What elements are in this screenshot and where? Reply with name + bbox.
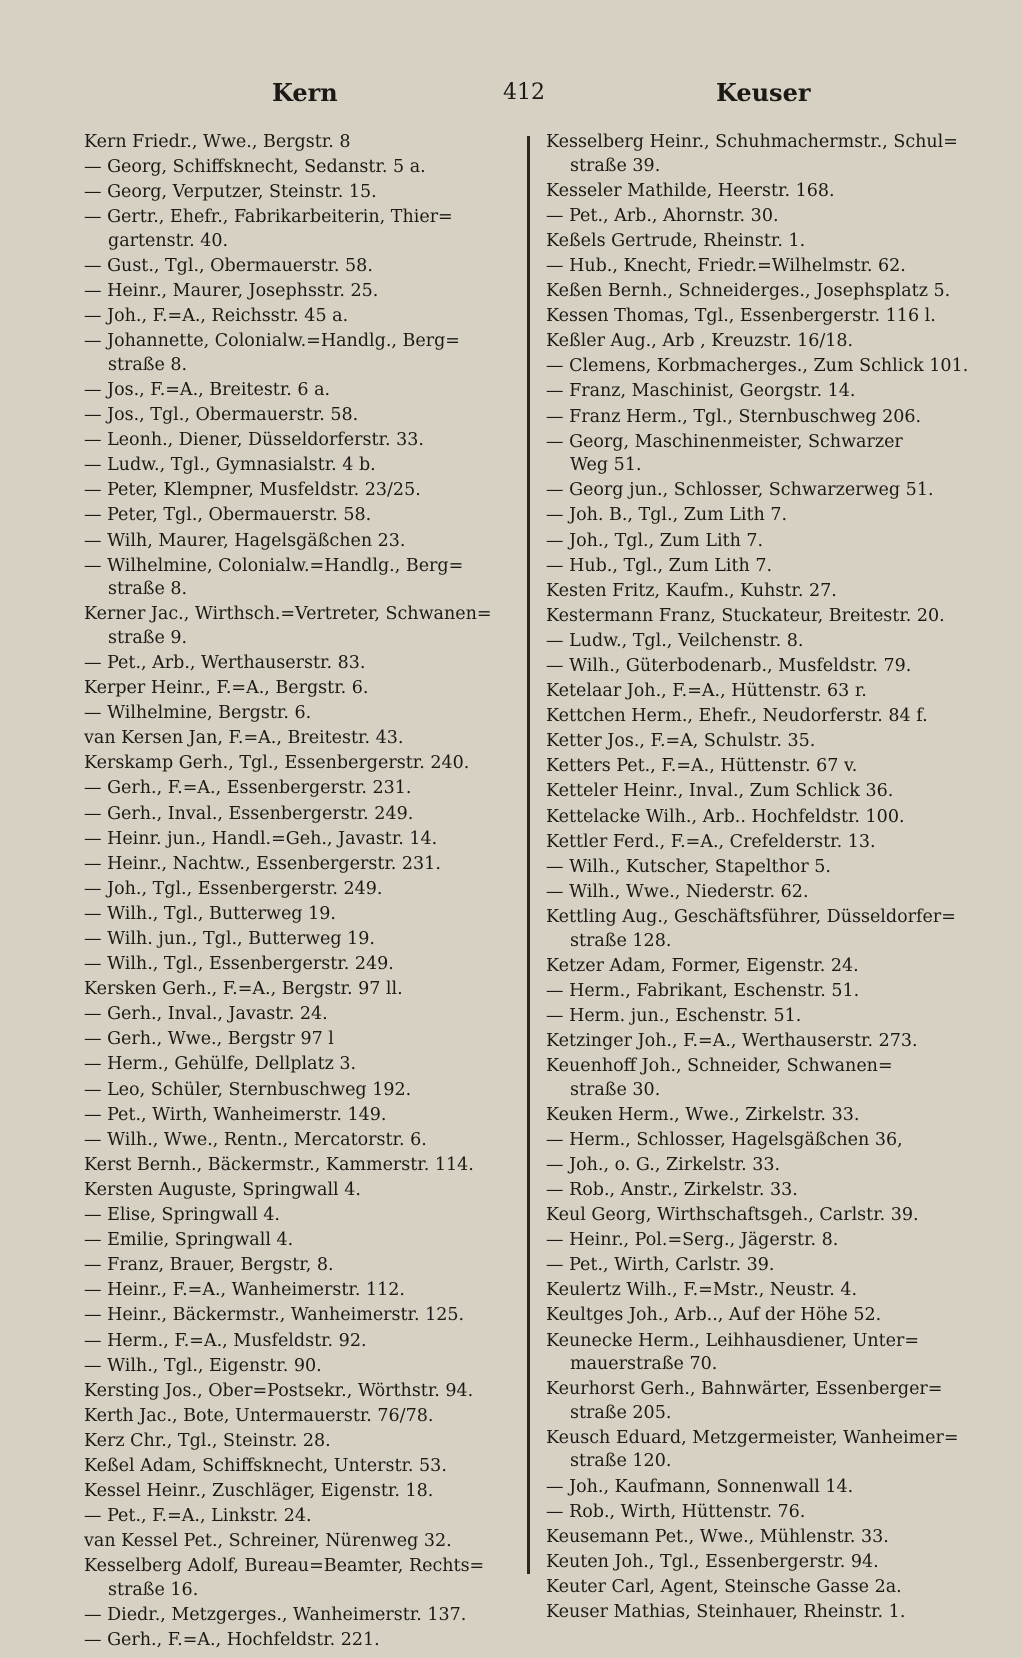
directory-entry: [84, 978, 514, 1002]
directory-entry: [546, 205, 978, 229]
left-column: [84, 131, 514, 1654]
entry-line: Kersten Auguste, Springwall 4.: [84, 1179, 361, 1200]
entry-line: Kerner Jac., Wirthsch.=Vertreter, Schwanen=: [84, 604, 492, 625]
directory-entry: [546, 1104, 978, 1128]
directory-entry: [84, 1304, 514, 1328]
header-last-name: Keuser: [716, 78, 811, 107]
directory-entry: [84, 1629, 514, 1653]
entry-line: — Georg jun., Schlosser, Schwarzerweg 51.: [546, 480, 934, 501]
directory-entry: [546, 1330, 978, 1377]
entry-line: — Wilhelmine, Colonialw.=Handlg., Berg=: [84, 555, 464, 576]
entry-line: — Hub., Knecht, Friedr.=Wilhelmstr. 62.: [546, 255, 906, 276]
directory-entry: [84, 504, 514, 528]
entry-continuation: straße 205.: [570, 1402, 672, 1423]
directory-entry: [84, 1555, 514, 1602]
directory-entry: [546, 605, 978, 629]
entry-line: Kesten Fritz, Kaufm., Kuhstr. 27.: [546, 580, 837, 601]
entry-line: — Clemens, Korbmacherges., Zum Schlick 101.: [546, 356, 969, 377]
entry-line: — Pet., Arb., Werthauserstr. 83.: [84, 652, 366, 673]
entry-line: — Heinr., F.=A., Wanheimerstr. 112.: [84, 1280, 405, 1301]
entry-line: — Peter, Klempner, Musfeldstr. 23/25.: [84, 480, 421, 501]
entry-continuation: straße 8.: [108, 354, 188, 375]
directory-entry: [546, 230, 978, 254]
directory-entry: [84, 454, 514, 478]
entry-line: — Wilh., Wwe., Rentn., Mercatorstr. 6.: [84, 1129, 427, 1150]
entry-line: — Wilh., Wwe., Niederstr. 62.: [546, 881, 809, 902]
entry-line: Keulertz Wilh., F.=Mstr., Neustr. 4.: [546, 1280, 858, 1301]
entry-line: Keultges Joh., Arb.., Auf der Höhe 52.: [546, 1305, 882, 1326]
entry-line: Keuter Carl, Agent, Steinsche Gasse 2a.: [546, 1576, 902, 1597]
directory-entry: [84, 1254, 514, 1278]
directory-entry: [546, 1576, 978, 1600]
entry-line: — Wilh., Tgl., Eigenstr. 90.: [84, 1355, 322, 1376]
entry-line: — Franz, Maschinist, Georgstr. 14.: [546, 381, 856, 402]
entry-line: Keurhorst Gerh., Bahnwärter, Essenberger=: [546, 1379, 943, 1400]
entry-line: — Heinr., Pol.=Serg., Jägerstr. 8.: [546, 1230, 839, 1251]
directory-entry: [84, 1104, 514, 1128]
entry-continuation: straße 8.: [108, 579, 188, 600]
directory-entry: [84, 677, 514, 701]
entry-line: — Heinr., Bäckermstr., Wanheimerstr. 125.: [84, 1305, 465, 1326]
entry-line: Kesselberg Adolf, Bureau=Beamter, Rechts=: [84, 1556, 485, 1577]
entry-line: Kerth Jac., Bote, Untermauerstr. 76/78.: [84, 1405, 434, 1426]
entry-continuation: straße 120.: [570, 1451, 672, 1472]
entry-line: — Ludw., Tgl., Gymnasialstr. 4 b.: [84, 455, 376, 476]
entry-line: — Herm., F.=A., Musfeldstr. 92.: [84, 1330, 367, 1351]
directory-entry: [546, 780, 978, 804]
directory-entry: [546, 1055, 978, 1102]
entry-line: — Gerh., F.=A., Essenbergerstr. 231.: [84, 778, 412, 799]
directory-entry: [546, 355, 978, 379]
entry-line: — Gerh., F.=A., Hochfeldstr. 221.: [84, 1630, 380, 1651]
directory-entry: [546, 555, 978, 579]
entry-line: Kersken Gerh., F.=A., Bergstr. 97 ll.: [84, 979, 403, 1000]
entry-line: — Joh., Tgl., Essenbergerstr. 249.: [84, 878, 383, 899]
directory-entry: [546, 431, 978, 478]
directory-entry: [84, 1330, 514, 1354]
entry-continuation: Weg 51.: [570, 455, 642, 476]
directory-entry: [84, 853, 514, 877]
directory-entry: [84, 953, 514, 977]
directory-entry: [84, 652, 514, 676]
directory-entry: [84, 1455, 514, 1479]
page-number: 412: [503, 80, 545, 105]
directory-entry: [546, 1154, 978, 1178]
directory-entry: [84, 206, 514, 253]
directory-entry: [84, 555, 514, 602]
entry-line: — Wilhelmine, Bergstr. 6.: [84, 703, 312, 724]
entry-line: Keßen Bernh., Schneiderges., Josephsplatz 5.: [546, 281, 951, 302]
directory-entry: [546, 705, 978, 729]
entry-line: — Pet., Arb., Ahornstr. 30.: [546, 205, 779, 226]
entry-line: — Pet., F.=A., Linkstr. 24.: [84, 1506, 312, 1527]
directory-entry: [84, 131, 514, 155]
entry-line: Ketter Jos., F.=A, Schulstr. 35.: [546, 731, 816, 752]
directory-entry: [546, 980, 978, 1004]
directory-entry: [546, 305, 978, 329]
entry-continuation: straße 30.: [570, 1079, 661, 1100]
entry-line: Kerper Heinr., F.=A., Bergstr. 6.: [84, 678, 369, 699]
directory-entry: [546, 1378, 978, 1425]
entry-line: — Franz Herm., Tgl., Sternbuschweg 206.: [546, 406, 922, 427]
entry-line: Kersting Jos., Ober=Postsekr., Wörthstr. 94.: [84, 1380, 474, 1401]
directory-entry: [84, 404, 514, 428]
entry-line: — Hub., Tgl., Zum Lith 7.: [546, 555, 773, 576]
directory-entry: [546, 1427, 978, 1474]
header-first-name: Kern: [272, 78, 338, 107]
entry-line: Ketelaar Joh., F.=A., Hüttenstr. 63 r.: [546, 681, 867, 702]
directory-entry: [84, 1028, 514, 1052]
entry-line: — Leonh., Diener, Düsseldorferstr. 33.: [84, 430, 424, 451]
entry-line: — Heinr. jun., Handl.=Geh., Javastr. 14.: [84, 828, 438, 849]
entry-line: — Diedr., Metzgerges., Wanheimerstr. 137.: [84, 1605, 467, 1626]
entry-line: — Wilh, Maurer, Hagelsgäßchen 23.: [84, 530, 406, 551]
directory-entry: [546, 1601, 978, 1625]
directory-entry: [84, 1405, 514, 1429]
entry-line: — Emilie, Springwall 4.: [84, 1230, 294, 1251]
directory-entry: [84, 777, 514, 801]
entry-line: van Kersen Jan, F.=A., Breitestr. 43.: [84, 728, 404, 749]
entry-line: — Joh., Tgl., Zum Lith 7.: [546, 530, 764, 551]
entry-line: — Jos., Tgl., Obermauerstr. 58.: [84, 405, 359, 426]
entry-line: Keßler Aug., Arb , Kreuzstr. 16/18.: [546, 331, 854, 352]
directory-entry: [546, 479, 978, 503]
directory-entry: [546, 1476, 978, 1500]
entry-continuation: straße 16.: [108, 1579, 199, 1600]
directory-entry: [84, 828, 514, 852]
directory-entry: [84, 379, 514, 403]
directory-entry: [546, 280, 978, 304]
directory-entry: [84, 479, 514, 503]
column-divider: [527, 136, 530, 1574]
directory-entry: [84, 1179, 514, 1203]
directory-entry: [546, 881, 978, 905]
right-column: [546, 131, 978, 1626]
directory-entry: [84, 181, 514, 205]
entry-line: Keusemann Pet., Wwe., Mühlenstr. 33.: [546, 1526, 889, 1547]
entry-line: — Ludw., Tgl., Veilchenstr. 8.: [546, 630, 804, 651]
entry-line: Kern Friedr., Wwe., Bergstr. 8: [84, 132, 351, 152]
directory-entry: [546, 856, 978, 880]
entry-line: Keul Georg, Wirthschaftsgeh., Carlstr. 39.: [546, 1205, 919, 1226]
entry-line: — Joh., F.=A., Reichsstr. 45 a.: [84, 306, 349, 327]
entry-line: — Joh., Kaufmann, Sonnenwall 14.: [546, 1476, 854, 1497]
entry-line: — Georg, Maschinenmeister, Schwarzer: [546, 431, 903, 452]
entry-line: Keßels Gertrude, Rheinstr. 1.: [546, 230, 806, 251]
directory-entry: [546, 730, 978, 754]
directory-entry: [84, 280, 514, 304]
entry-line: — Wilh., Tgl., Essenbergerstr. 249.: [84, 954, 394, 975]
entry-line: — Wilh., Tgl., Butterweg 19.: [84, 903, 336, 924]
entry-line: Kerskamp Gerh., Tgl., Essenbergerstr. 240.: [84, 753, 470, 774]
directory-entry: [546, 530, 978, 554]
entry-line: Keuken Herm., Wwe., Zirkelstr. 33.: [546, 1104, 860, 1125]
directory-entry: [546, 1526, 978, 1550]
entry-continuation: gartenstr. 40.: [108, 230, 229, 251]
entry-continuation: straße 9.: [108, 627, 188, 648]
directory-entry: [84, 752, 514, 776]
directory-entry: [546, 755, 978, 779]
entry-line: Kerz Chr., Tgl., Steinstr. 28.: [84, 1430, 331, 1451]
entry-line: Kettler Ferd., F.=A., Crefelderstr. 13.: [546, 831, 876, 852]
directory-entry: [546, 906, 978, 953]
entry-line: Keßel Adam, Schiffsknecht, Unterstr. 53.: [84, 1455, 447, 1476]
entry-line: van Kessel Pet., Schreiner, Nürenweg 32.: [84, 1531, 452, 1552]
directory-entry: [546, 806, 978, 830]
directory-entry: [546, 1551, 978, 1575]
directory-entry: [546, 1204, 978, 1228]
directory-entry: [546, 580, 978, 604]
entry-line: — Wilh., Kutscher, Stapelthor 5.: [546, 856, 831, 877]
directory-entry: [84, 702, 514, 726]
directory-entry: [84, 1530, 514, 1554]
entry-line: — Georg, Verputzer, Steinstr. 15.: [84, 182, 377, 203]
directory-entry: [84, 156, 514, 180]
entry-line: — Gerh., Inval., Javastr. 24.: [84, 1004, 328, 1025]
directory-entry: [84, 330, 514, 377]
directory-entry: [546, 1279, 978, 1303]
entry-line: Kettchen Herm., Ehefr., Neudorferstr. 84 f.: [546, 706, 928, 727]
entry-line: — Leo, Schüler, Sternbuschweg 192.: [84, 1079, 412, 1100]
entry-line: — Joh. B., Tgl., Zum Lith 7.: [546, 505, 788, 526]
entry-line: — Gust., Tgl., Obermauerstr. 58.: [84, 255, 373, 276]
entry-continuation: straße 39.: [570, 155, 661, 176]
directory-entry: [546, 131, 978, 178]
directory-entry: [84, 1003, 514, 1027]
directory-entry: [84, 727, 514, 751]
entry-line: — Gerh., Wwe., Bergstr 97 l: [84, 1029, 334, 1050]
directory-entry: [84, 803, 514, 827]
entry-line: Ketzer Adam, Former, Eigenstr. 24.: [546, 955, 859, 976]
directory-entry: [546, 330, 978, 354]
directory-entry: [84, 1604, 514, 1628]
directory-entry: [84, 1229, 514, 1253]
entry-line: Keuenhoff Joh., Schneider, Schwanen=: [546, 1055, 893, 1076]
directory-entry: [84, 1079, 514, 1103]
entry-line: Kettelacke Wilh., Arb.. Hochfeldstr. 100.: [546, 806, 905, 827]
entry-line: — Wilh., Güterbodenarb., Musfeldstr. 79.: [546, 655, 912, 676]
directory-entry: [84, 878, 514, 902]
directory-entry: [84, 1204, 514, 1228]
directory-entry: [546, 655, 978, 679]
directory-entry: [546, 1030, 978, 1054]
entry-line: Kessel Heinr., Zuschläger, Eigenstr. 18.: [84, 1481, 434, 1502]
directory-entry: [84, 1129, 514, 1153]
entry-line: — Heinr., Nachtw., Essenbergerstr. 231.: [84, 853, 441, 874]
directory-entry: [546, 1501, 978, 1525]
entry-line: Kerst Bernh., Bäckermstr., Kammerstr. 114.: [84, 1154, 474, 1175]
directory-entry: [84, 928, 514, 952]
entry-line: — Georg, Schiffsknecht, Sedanstr. 5 a.: [84, 157, 426, 178]
directory-entry: [546, 406, 978, 430]
directory-entry: [84, 1355, 514, 1379]
entry-line: Ketteler Heinr., Inval., Zum Schlick 36.: [546, 781, 894, 802]
entry-line: Keunecke Herm., Leihhausdiener, Unter=: [546, 1330, 920, 1351]
entry-line: Kettling Aug., Geschäftsführer, Düsseldorfer=: [546, 906, 956, 927]
entry-line: — Herm., Fabrikant, Eschenstr. 51.: [546, 980, 860, 1001]
entry-line: — Herm. jun., Eschenstr. 51.: [546, 1005, 802, 1026]
entry-line: Ketters Pet., F.=A., Hüttenstr. 67 v.: [546, 756, 858, 777]
directory-entry: [84, 1380, 514, 1404]
entry-continuation: straße 128.: [570, 930, 672, 951]
directory-entry: [84, 1480, 514, 1504]
entry-line: — Rob., Anstr., Zirkelstr. 33.: [546, 1179, 798, 1200]
directory-entry: [546, 955, 978, 979]
directory-entry: [546, 1304, 978, 1328]
directory-entry: [546, 1179, 978, 1203]
directory-entry: [84, 603, 514, 650]
entry-line: — Franz, Brauer, Bergstr, 8.: [84, 1255, 334, 1276]
entry-line: Keuten Joh., Tgl., Essenbergerstr. 94.: [546, 1551, 879, 1572]
page-header: [0, 78, 1022, 114]
directory-entry: [84, 255, 514, 279]
entry-line: — Jos., F.=A., Breitestr. 6 a.: [84, 379, 331, 400]
directory-entry: [546, 1129, 978, 1153]
directory-entry: [546, 680, 978, 704]
directory-entry: [546, 1229, 978, 1253]
entry-line: Keuser Mathias, Steinhauer, Rheinstr. 1.: [546, 1602, 906, 1623]
entry-line: — Herm., Schlosser, Hagelsgäßchen 36,: [546, 1129, 903, 1150]
entry-line: Kessen Thomas, Tgl., Essenbergerstr. 116 l.: [546, 306, 936, 327]
directory-entry: [84, 530, 514, 554]
directory-entry: [546, 504, 978, 528]
entry-line: — Pet., Wirth, Carlstr. 39.: [546, 1255, 775, 1276]
entry-line: — Peter, Tgl., Obermauerstr. 58.: [84, 505, 372, 526]
entry-line: — Wilh. jun., Tgl., Butterweg 19.: [84, 929, 375, 949]
directory-entry: [84, 1053, 514, 1077]
directory-entry: [546, 255, 978, 279]
entry-line: Kestermann Franz, Stuckateur, Breitestr. 20.: [546, 605, 945, 626]
directory-entry: [84, 305, 514, 329]
directory-entry: [84, 1430, 514, 1454]
entry-line: — Pet., Wirth, Wanheimerstr. 149.: [84, 1104, 387, 1125]
directory-entry: [84, 1279, 514, 1303]
entry-line: Kesseler Mathilde, Heerstr. 168.: [546, 180, 835, 201]
entry-line: — Johannette, Colonialw.=Handlg., Berg=: [84, 331, 460, 352]
entry-continuation: mauerstraße 70.: [570, 1354, 718, 1375]
entry-line: — Gertr., Ehefr., Fabrikarbeiterin, Thier=: [84, 207, 453, 228]
entry-line: — Rob., Wirth, Hüttenstr. 76.: [546, 1501, 806, 1522]
directory-entry: [84, 1154, 514, 1178]
directory-entry: [84, 1505, 514, 1529]
entry-line: — Gerh., Inval., Essenbergerstr. 249.: [84, 803, 414, 824]
directory-entry: [546, 630, 978, 654]
directory-entry: [546, 380, 978, 404]
entry-line: — Herm., Gehülfe, Dellplatz 3.: [84, 1054, 357, 1075]
directory-entry: [546, 1254, 978, 1278]
entry-line: Kesselberg Heinr., Schuhmachermstr., Schul=: [546, 132, 958, 152]
entry-line: — Heinr., Maurer, Josephsstr. 25.: [84, 281, 379, 302]
directory-entry: [84, 429, 514, 453]
directory-entry: [546, 831, 978, 855]
entry-line: — Elise, Springwall 4.: [84, 1205, 280, 1226]
directory-entry: [546, 180, 978, 204]
entry-line: — Joh., o. G., Zirkelstr. 33.: [546, 1154, 781, 1175]
directory-entry: [546, 1005, 978, 1029]
directory-entry: [84, 903, 514, 927]
entry-line: Keusch Eduard, Metzgermeister, Wanheimer=: [546, 1427, 959, 1448]
entry-line: Ketzinger Joh., F.=A., Werthauserstr. 273.: [546, 1030, 918, 1051]
